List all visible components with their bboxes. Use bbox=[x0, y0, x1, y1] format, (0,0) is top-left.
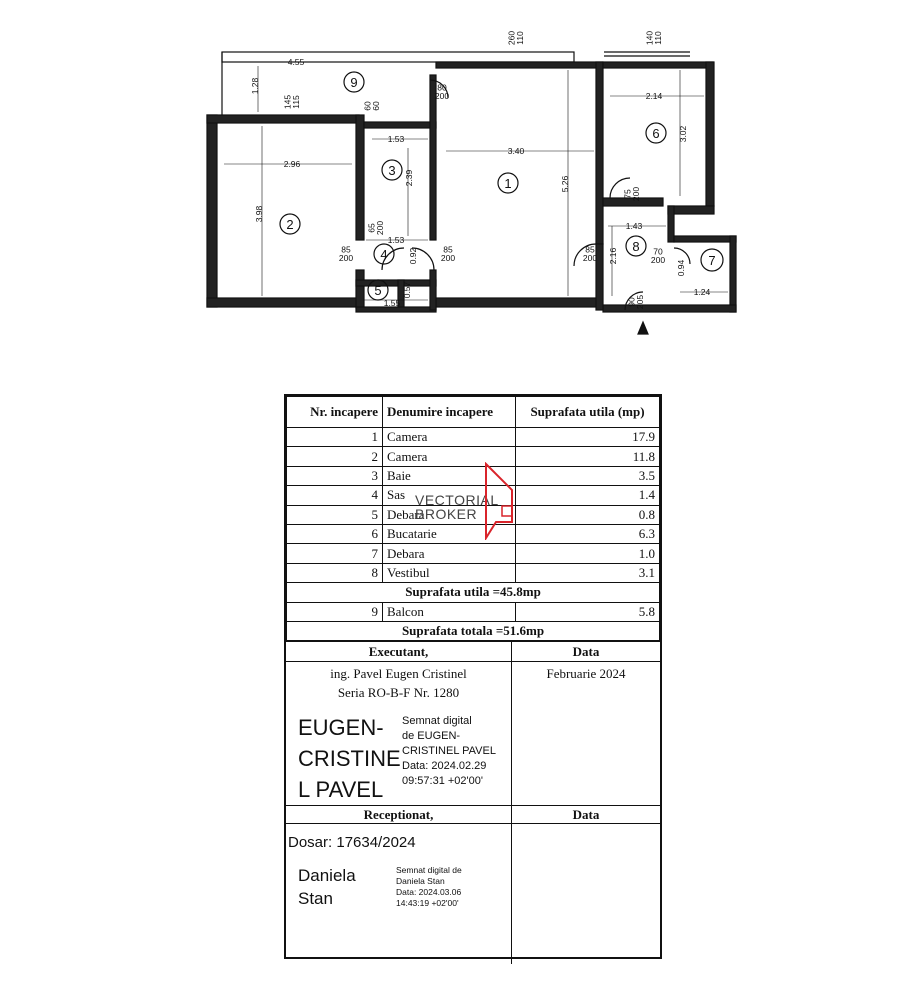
dim-label: 3.02 bbox=[678, 125, 688, 143]
cell-nr: 6 bbox=[287, 524, 383, 543]
cell-area: 11.8 bbox=[516, 447, 660, 466]
table-row bbox=[287, 447, 660, 466]
cell-name: Camera bbox=[383, 428, 516, 447]
table-row bbox=[287, 524, 660, 543]
cell-name: Camera bbox=[383, 447, 516, 466]
cell-name: Debara bbox=[383, 505, 516, 524]
cell-area: 6.3 bbox=[516, 524, 660, 543]
dim-label: 0.94 bbox=[676, 259, 686, 277]
cell-name: Debara bbox=[383, 544, 516, 563]
dim-label: 2.96 bbox=[283, 159, 301, 169]
cell-area: 1.4 bbox=[516, 486, 660, 505]
cell-nr: 5 bbox=[287, 505, 383, 524]
room-number-4: 4 bbox=[380, 247, 388, 262]
dim-label: 4.55 bbox=[287, 57, 305, 67]
header-nr: Nr. incapere bbox=[287, 397, 383, 428]
cell-nr: 7 bbox=[287, 544, 383, 563]
dim-label: 1.43 bbox=[625, 221, 643, 231]
total-util-row-cell: Suprafata utila =45.8mp bbox=[287, 583, 660, 602]
dim-label: 5.26 bbox=[560, 175, 570, 193]
dim-label: 75200 bbox=[622, 186, 641, 202]
cell-area: 5.8 bbox=[516, 602, 660, 621]
dosar-number: Dosar: 17634/2024 bbox=[288, 834, 416, 852]
total-util-row bbox=[287, 583, 660, 602]
engineer-series: Seria RO-B-F Nr. 1280 bbox=[337, 685, 460, 701]
watermark-logo-icon bbox=[476, 462, 516, 540]
dim-label: 65200 bbox=[366, 220, 385, 236]
dim-label: 1.24 bbox=[693, 287, 711, 297]
dim-label: 0.92 bbox=[408, 247, 418, 265]
engineer-name: ing. Pavel Eugen Cristinel bbox=[330, 666, 467, 682]
watermark-line2: BROKER bbox=[415, 506, 478, 522]
dim-label: 6060 bbox=[362, 101, 381, 111]
receptionat-header bbox=[286, 805, 660, 823]
dim-label: 85 200 bbox=[440, 244, 456, 263]
cell-name: Bucatarie bbox=[383, 524, 516, 543]
room-number-8: 8 bbox=[632, 239, 640, 254]
cell-name: Baie bbox=[383, 466, 516, 485]
watermark-line1: VECTORIAL bbox=[415, 492, 499, 508]
executant-date-label: Data bbox=[572, 644, 600, 660]
room-number-7: 7 bbox=[708, 253, 716, 268]
dim-label: 80 200 bbox=[434, 82, 450, 101]
cell-nr: 9 bbox=[287, 602, 383, 621]
header-name: Denumire incapere bbox=[383, 397, 516, 428]
receiver-signature: Daniela Stan bbox=[298, 866, 356, 909]
engineer-signature: EUGEN- CRISTINE L PAVEL bbox=[298, 715, 401, 803]
executant-body bbox=[286, 661, 660, 805]
dim-label: 145115 bbox=[282, 94, 301, 110]
dim-label: 3.98 bbox=[254, 205, 264, 223]
room-number-1: 1 bbox=[504, 176, 512, 191]
receptionat-label: Receptionat, bbox=[286, 806, 512, 823]
cell-area: 0.8 bbox=[516, 505, 660, 524]
cell-area: 3.5 bbox=[516, 466, 660, 485]
table-row-balcony bbox=[287, 602, 660, 621]
room-number-6: 6 bbox=[652, 126, 660, 141]
engineer-signature-text: Semnat digital de EUGEN- CRISTINEL PAVEL Data: 2024.02.29 09:57:31 +02'00' bbox=[402, 715, 496, 788]
dim-label: 70 200 bbox=[650, 246, 666, 265]
table-row bbox=[287, 466, 660, 485]
cell-nr: 4 bbox=[287, 486, 383, 505]
executant-label: Executant, bbox=[286, 642, 512, 661]
dim-label: 1.53 bbox=[387, 235, 405, 245]
dim-label: 90205 bbox=[626, 294, 645, 310]
table-row bbox=[287, 563, 660, 582]
dim-label: 2.39 bbox=[404, 169, 414, 187]
room-table-section bbox=[284, 394, 662, 959]
dim-label: 3.40 bbox=[507, 146, 525, 156]
header-area: Suprafata utila (mp) bbox=[516, 397, 660, 428]
cell-nr: 3 bbox=[287, 466, 383, 485]
cell-nr: 1 bbox=[287, 428, 383, 447]
dim-label: 2.14 bbox=[645, 91, 663, 101]
receiver-signature-text: Semnat digital de Daniela Stan Data: 2024.03.06 14:43:19 +02'00' bbox=[396, 865, 462, 909]
cell-name: Vestibul bbox=[383, 563, 516, 582]
dim-label: 1.55 bbox=[383, 298, 401, 308]
cell-nr: 2 bbox=[287, 447, 383, 466]
total-row-cell: Suprafata totala =51.6mp bbox=[287, 621, 660, 640]
dim-label: 85 200 bbox=[582, 244, 598, 263]
cell-name: Balcon bbox=[383, 602, 516, 621]
cell-area: 1.0 bbox=[516, 544, 660, 563]
dim-label: 1.53 bbox=[387, 134, 405, 144]
room-number-5: 5 bbox=[374, 283, 382, 298]
cell-area: 3.1 bbox=[516, 563, 660, 582]
room-number-2: 2 bbox=[286, 217, 294, 232]
table-row bbox=[287, 544, 660, 563]
executant-header bbox=[286, 641, 660, 661]
dim-label: 1.28 bbox=[250, 77, 260, 95]
cell-area: 17.9 bbox=[516, 428, 660, 447]
dim-label: 260110 bbox=[506, 30, 525, 46]
total-row bbox=[287, 621, 660, 640]
cell-nr: 8 bbox=[287, 563, 383, 582]
room-number-3: 3 bbox=[388, 163, 396, 178]
cell-name: Sas bbox=[383, 486, 516, 505]
receptionat-date-label: Data bbox=[572, 807, 600, 823]
table-row bbox=[287, 428, 660, 447]
floor-plan bbox=[0, 0, 906, 360]
dim-label: 2.16 bbox=[608, 247, 618, 265]
dim-label: 0.57 bbox=[402, 281, 412, 299]
room-number-9: 9 bbox=[350, 75, 358, 90]
receptionat-body bbox=[286, 823, 660, 964]
dim-label: 140110 bbox=[644, 30, 663, 46]
executant-date: Februarie 2024 bbox=[546, 666, 626, 682]
dim-label: 85 200 bbox=[338, 244, 354, 263]
